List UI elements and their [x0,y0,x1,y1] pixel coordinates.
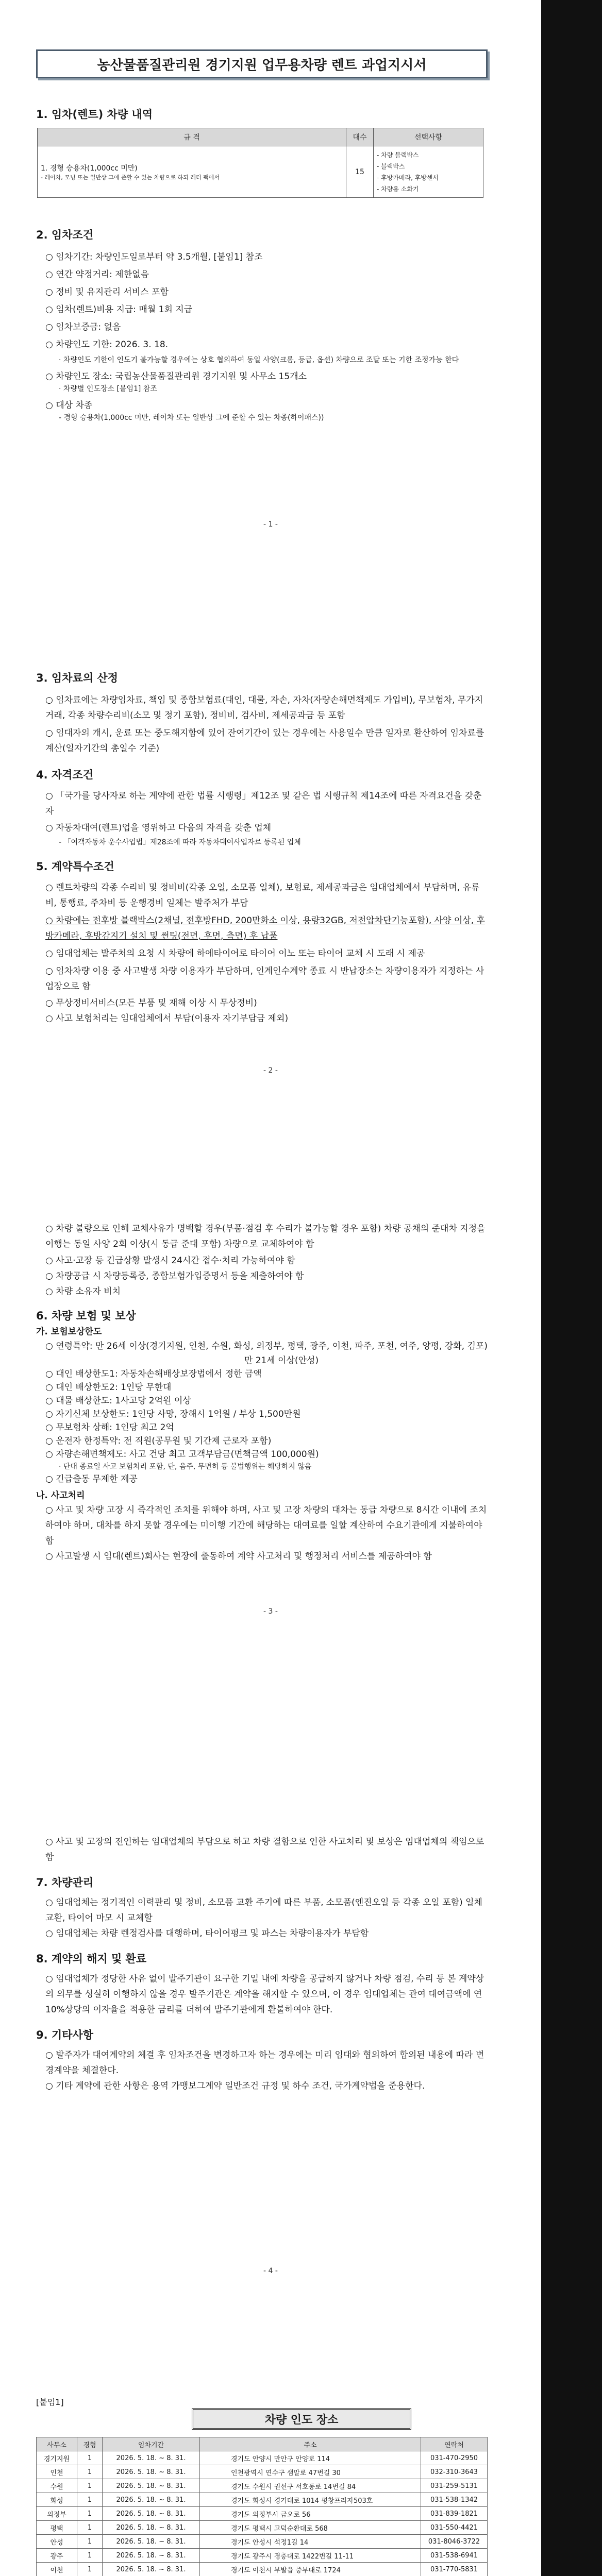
item: ○ 임대업체가 정당한 사유 없이 발주기관이 요구한 기일 내에 차량을 공급하지 않거나 차량 점검, 수리 등 본 계약상의 의무를 성실히 이행하지 않을 경우 발주기관은 계약을 해지할 수 있으며, 이 경우 임대업체는 관여 대여금액에 연 10%상당의 이자율을 적용한 금리를 더하여 발주기관에게 환불하여야 한다. [45,1974,484,2015]
table-body [37,2451,488,2576]
attachment-label: [붙임1] [36,2397,64,2407]
table-cell: 2026. 5. 18. ~ 8. 31. [103,2563,200,2576]
table-cell: 2026. 5. 18. ~ 8. 31. [103,2465,200,2479]
item: ○ 대인 배상한도1: 자동차손해배상보장법에서 정한 금액 [45,1369,262,1379]
col-office: 사무소 [37,2437,77,2451]
item: ○ 자기신체 보상한도: 1인당 사망, 장해시 1억원 / 부상 1,500만원 [45,1409,301,1419]
item: ○ 대인 배상한도2: 1인당 무한대 [45,1382,172,1393]
item: ○ 대물 배상한도: 1사고당 2억원 이상 [45,1396,191,1406]
table-cell: 2026. 5. 18. ~ 8. 31. [103,2549,200,2563]
table-cell: 경기도 안성시 석정1길 14 [200,2535,421,2549]
table-cell: 1 [77,2549,103,2563]
item: ○ 임대업체는 발주처의 요청 시 차량에 하에타이어로 타이어 이노 또는 타이어 교체 시 도래 시 제공 [45,948,425,959]
table-cell: 2026. 5. 18. ~ 8. 31. [103,2521,200,2535]
col-spec: 규 격 [38,128,346,146]
vehicle-spec-table [37,128,483,198]
item: ○ 무상정비서비스(모든 부품 및 재해 이상 시 무상정비) [45,998,257,1008]
col-phone: 연락처 [421,2437,488,2451]
spec-cell [38,146,346,198]
col-options: 선택사항 [374,128,483,146]
table-cell: 031-770-5831 [421,2563,488,2576]
target-detail: - 경형 승용차(1,000cc 미만, 레이차 또는 일반상 그에 준할 수 있는 차종(하이패스)) [59,414,324,422]
table-row [37,2563,488,2576]
note: · 차량별 인도장소 [붙임1] 참조 [59,385,157,393]
item: ○ 임대자의 개시, 운료 또는 중도해지함에 있어 잔여기간이 있는 경우에는 사용일수 만큼 일자로 환산하여 임차료를 계산(일자기간의 총일수 기준) [45,728,484,754]
item: ○ 사고 및 고장의 전인하는 임대업체의 부담으로 하고 차량 결함으로 인한 사고처리 및 보상은 임대업체의 책임으로 함 [45,1837,484,1862]
item: ○ 사고 및 차량 고장 시 즉각적인 조치를 위해야 하며, 사고 및 고장 차량의 대차는 동급 차량으로 8시간 이내에 조치하여야 하며, 대차를 하지 못할 경우에는 미이행 기간에 해당하는 대여료를 일할 계산하여 수요기관에게 지불하여야 함 [45,1505,487,1546]
qty-cell: 15 [346,146,374,198]
table-cell: 032-310-3643 [421,2465,488,2479]
table-cell: 1 [77,2507,103,2521]
table-cell: 경기도 이천시 부발읍 중부대로 1724 [200,2563,421,2576]
spec-note: - 레이차, 모닝 또는 일반상 그에 준할 수 있는 차량으로 하되 레터 팩에서 [41,174,220,181]
option-item: - 블랙박스 [377,162,405,170]
item: ○ 차량 소유자 비치 [45,1286,121,1297]
table-cell: 2026. 5. 18. ~ 8. 31. [103,2451,200,2465]
table-cell: 경기도 평택시 고덕순환대로 568 [200,2521,421,2535]
item: ○ 운전자 한정특약: 전 직원(공무원 및 기간제 근로자 포함) [45,1436,272,1446]
item: ○ 임차기간: 차량인도일로부터 약 3.5개월, [붙임1] 참조 [45,252,263,262]
table-cell: 경기도 광주시 경충대로 1422번길 11-11 [200,2549,421,2563]
item: ○ 렌트차량의 각종 수리비 및 정비비(각종 오일, 소모품 일체), 보험료, 제세공과금은 임대업체에서 부담하며, 유류비, 통행료, 주차비 등 운행경비 일체는 발주처가 부담 [45,883,480,908]
table-cell: 광주 [37,2549,77,2563]
item: ○ 자량손해면책제도: 사고 건당 최고 고객부담금(면책금액 100,000원) [45,1449,319,1460]
item: ○ 임차료에는 차량임차료, 책임 및 종합보험료(대인, 대물, 자손, 자차(자량손해면책제도 가입비), 무보험차, 무가지거래, 각종 차량수리비(소모 및 정기 포함), 정비비, 검사비, 제세공과금 등 포함 [45,695,483,721]
page-number: - 3 - [263,1607,278,1616]
table-cell: 의정부 [37,2507,77,2521]
table-cell: 031-538-1342 [421,2493,488,2507]
col-count: 경형 [77,2437,103,2451]
table-cell: 화성 [37,2493,77,2507]
page-number: - 1 - [263,520,278,529]
item: ○ 연령특약: 만 26세 이상(경기지원, 인천, 수원, 화성, 의정부, 평택, 광주, 이천, 파주, 포천, 여주, 양평, 강화, 김포) [45,1341,488,1351]
section-6-heading: 6. 차량 보험 및 보상 [36,1310,136,1322]
table-row [37,2549,488,2563]
table-cell: 이천 [37,2563,77,2576]
table-cell: 인천 [37,2465,77,2479]
attachment-title: 차량 인도 장소 [192,2408,411,2430]
col-period: 임차기간 [103,2437,200,2451]
page-number: - 2 - [263,1066,278,1075]
section-5-heading: 5. 계약특수조건 [36,860,114,873]
table-row [37,2507,488,2521]
right-dark-panel [541,0,602,2576]
section-5-continued [36,1221,490,1564]
item: ○ 임대업체는 정기적인 이력관리 및 정비, 소모품 교환 주기에 따른 부품, 소모품(엔진오일 등 각종 오일 포함) 일체 교환, 타이어 마모 시 교체할 [45,1897,482,1923]
item: ○ 무보험차 상해: 1인당 최고 2억 [45,1422,174,1433]
item: ○ 연간 약정거리: 제한없음 [45,269,149,280]
item: ○ 사고·고장 등 긴급상황 발생시 24시간 접수·처리 가능하여야 함 [45,1256,295,1266]
subheading: 나. 사고처리 [36,1490,85,1501]
section-2 [36,227,490,423]
table-cell: 안성 [37,2535,77,2549]
table-cell: 1 [77,2521,103,2535]
col-address: 주소 [200,2437,421,2451]
table-cell: 031-8046-3722 [421,2535,488,2549]
table-row [37,2535,488,2549]
item: ○ 사고발생 시 임대(렌트)회사는 현장에 출동하여 계약 사고처리 및 행정처리 서비스를 제공하여야 함 [45,1551,432,1562]
item: ○ 정비 및 유지관리 서비스 포함 [45,287,169,297]
item: ○ 발주자가 대여계약의 체결 후 임차조건을 변경하고자 하는 경우에는 미리 임대와 협의하여 합의된 내용에 따라 변경계약을 체결한다. [45,2050,484,2076]
item: ○ 차량 불량으로 인해 교체사유가 명백할 경우(부품·점검 후 수리가 불가능할 경우 포함) 차량 공채의 준대차 지정을 이행는 동일 사양 2회 이상(시 동급 준대 포함) 차량으로 교체하여야 함 [45,1224,486,1249]
table-cell: 경기도 의정부시 금오로 56 [200,2507,421,2521]
section-4-heading: 4. 자격조건 [36,769,94,781]
section-7-9 [36,1834,490,2094]
table-cell: 평택 [37,2521,77,2535]
table-row [37,2465,488,2479]
table-cell: 2026. 5. 18. ~ 8. 31. [103,2493,200,2507]
table-cell: 031-550-4421 [421,2521,488,2535]
note: · 차량인도 기한이 인도기 불가능할 경우에는 상호 협의하여 동일 사양(크롬, 등급, 옵션) 차량으로 조달 또는 기한 조정가능 한다 [59,356,459,364]
table-cell: 경기도 화성시 경기대로 1014 평창프라자503호 [200,2493,421,2507]
col-qty: 대수 [346,128,374,146]
item: ○ 차량인도 장소: 국립농산물품질관리원 경기지원 및 사무소 15개소 [45,371,307,382]
table-cell: 인천광역시 연수구 샘말로 47번길 30 [200,2465,421,2479]
table-cell: 수원 [37,2479,77,2493]
section-1-heading: 1. 임차(렌트) 차량 내역 [36,108,153,121]
table-cell: 031-470-2950 [421,2451,488,2465]
table-row [37,2451,488,2465]
table-row [37,2493,488,2507]
item: ○ 「국가를 당사자로 하는 계약에 관한 법률 시행령」제12조 및 같은 법 시행규칙 제14조에 따른 자격요건을 갖춘 자 [45,791,482,817]
item: ○ 차량인도 기한: 2026. 3. 18. [45,340,169,350]
table-cell: 1 [77,2535,103,2549]
item: ○ 임차차량 이용 중 사고발생 차량 이용자가 부담하며, 인계인수계약 종료 시 반납장소는 차량이용자가 지정하는 사업장으로 함 [45,966,484,992]
table-cell: 1 [77,2563,103,2576]
note: - 「여객자동차 운수사업법」제28조에 따라 자동차대여사업자로 등록된 업체 [59,838,301,846]
item: 만 21세 이상(안성) [244,1355,319,1366]
item: ○ 기타 계약에 관한 사항은 용역 가맹보그계약 일반조건 규정 및 하수 조건, 국가계약법을 준용한다. [45,2081,425,2091]
table-cell: 1 [77,2479,103,2493]
section-8-heading: 8. 계약의 해지 및 환료 [36,1953,147,1965]
table-cell: 경기지원 [37,2451,77,2465]
options-cell [374,146,483,198]
section-3 [36,670,490,1025]
section-2-heading: 2. 임차조건 [36,229,94,241]
item: ○ 차량에는 전후방 블랙박스(2채널, 전후방FHD, 200만화소 이상, 용량32GB, 저전압차단기능포함), 사양 이상, 후방카메라, 후방감지기 설치 및 썬팅(전면, 후면, 측면) 후 납품 [45,916,485,941]
item: ○ 차량공급 시 차량등록증, 종합보험가입증명서 등을 제출하여야 함 [45,1271,304,1281]
table-cell: 2026. 5. 18. ~ 8. 31. [103,2507,200,2521]
item: ○ 대상 차종 [45,400,93,411]
table-cell: 2026. 5. 18. ~ 8. 31. [103,2479,200,2493]
table-cell: 2026. 5. 18. ~ 8. 31. [103,2535,200,2549]
item: ○ 사고 보험처리는 임대업체에서 부담(이용자 자기부담금 제외) [45,1013,289,1024]
table-cell: 경기도 안양시 만안구 안양로 114 [200,2451,421,2465]
note: · 단대 종료일 사고 보험처리 포함, 단, 음주, 무면허 등 불법행위는 해당하지 않음 [59,1463,312,1471]
option-item: - 차량 블랙박스 [377,151,419,159]
delivery-location-table [36,2437,488,2576]
option-item: - 후방카메라, 후방센서 [377,174,439,181]
table-cell: 1 [77,2451,103,2465]
section-9-heading: 9. 기타사항 [36,2029,94,2041]
section-7-heading: 7. 차량관리 [36,1876,94,1889]
item: ○ 임차보증금: 없음 [45,322,121,332]
item: ○ 긴급출동 무제한 제공 [45,1474,138,1484]
table-cell: 031-259-5131 [421,2479,488,2493]
table-row [37,2521,488,2535]
table-row [37,2479,488,2493]
table-cell: 1 [77,2465,103,2479]
table-cell: 031-538-6941 [421,2549,488,2563]
table-cell: 1 [77,2493,103,2507]
table-cell: 경기도 수원시 권선구 서호동로 14번길 84 [200,2479,421,2493]
document-title: 농산물품질관리원 경기지원 업무용차량 렌트 과업지시서 [36,49,488,78]
spec-main: 1. 경형 승용차(1,000cc 미만) [41,164,138,173]
item: ○ 자동차대여(렌트)업을 영위하고 다음의 자격을 갖춘 업체 [45,823,272,833]
option-item: - 차량용 소화기 [377,185,419,193]
subheading: 가. 보험보상한도 [36,1327,102,1337]
table-cell: 031-839-1821 [421,2507,488,2521]
item: ○ 임차(렌트)비용 지급: 매월 1회 지급 [45,304,193,315]
page-number: - 4 - [263,2267,278,2275]
item: ○ 임대업체는 차량 렌정검사를 대행하며, 타이어펑크 및 파스는 차량이용자가 부담함 [45,1928,369,1939]
section-3-heading: 3. 임차료의 산정 [36,672,118,684]
